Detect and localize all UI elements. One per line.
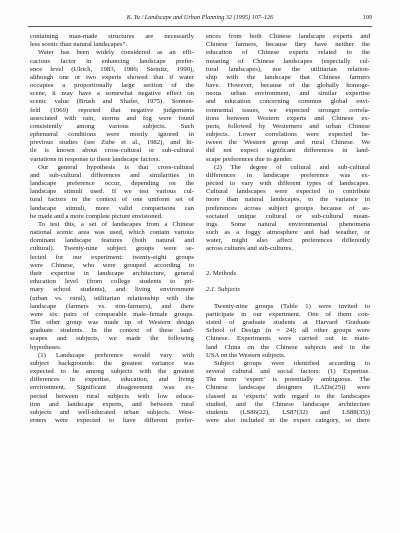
left-column bbox=[30, 33, 194, 425]
text-line: tural factors in the context of one uniform set of bbox=[30, 196, 194, 204]
spacer bbox=[206, 254, 370, 262]
text-line: ence level (Ulrich, 1983, 1986; Steinitz, 1990), bbox=[30, 65, 194, 73]
text-line: be made and a more complete picture envisioned. bbox=[30, 212, 163, 220]
running-head: K. Yu / Landscape and Urban Planning 32 (1995) 107–126 bbox=[126, 14, 274, 21]
spacer bbox=[206, 278, 370, 286]
running-header bbox=[28, 14, 372, 27]
text-line: tural landscapes), nor the utilitarian relation- bbox=[206, 65, 370, 73]
text-line: (urban vs. rural), utilitarian relationship with the bbox=[30, 294, 194, 302]
text-line: landscape (farmers vs. non-farmers), and there bbox=[30, 302, 194, 310]
text-line: ences from both Chinese landscape experts and bbox=[206, 33, 370, 40]
text-line: The other group was made up of Western design bbox=[30, 319, 194, 327]
text-line: tle is known about cross-cultural or sub-cultural bbox=[30, 147, 194, 155]
text-line: were Chinese, who were grouped according to bbox=[30, 261, 194, 269]
text-line: scenic value (Brush and Shafer, 1975). Sonnen- bbox=[30, 98, 194, 106]
text-line: landscape preference occur, depending on the bbox=[30, 180, 194, 188]
text-line: graduate students. In the context of these land- bbox=[30, 327, 194, 335]
text-line: students (LS86(22), LS87(32) and LS88(35)) bbox=[206, 408, 370, 416]
subsection-heading: 2.1. Subjects bbox=[206, 286, 240, 294]
text-line: consistently among various subjects. Such bbox=[30, 122, 194, 130]
text-line: education level (from college students to pri- bbox=[30, 278, 194, 286]
text-line: Cultural landscapes were expected to contribute bbox=[206, 188, 370, 196]
text-line: containing man-made structures are necessarily bbox=[30, 33, 194, 40]
text-line: land China on the Chinese subjects and in the bbox=[206, 343, 370, 351]
text-line: variations in response to these landscape factors. bbox=[30, 155, 161, 163]
text-line: erners were expected to have different prefer- bbox=[30, 417, 194, 425]
text-line: across cultures and sub-cultures. bbox=[206, 245, 293, 253]
text-line: neous urban environment, and similar expertise bbox=[206, 90, 370, 98]
text-line: previous studies (see Zube et al., 1982), and lit- bbox=[30, 139, 194, 147]
text-line: differences in landscape preference was ex- bbox=[206, 171, 370, 179]
text-line: ings. Some natural environmental phenomena bbox=[206, 220, 370, 228]
text-line: did not expect significant differences in land- bbox=[206, 147, 370, 155]
text-line: have. However, because of the globally homoge- bbox=[206, 82, 370, 90]
text-line: their expertise in landscape architecture, general bbox=[30, 269, 194, 277]
text-line: ship with the landscape that Chinese farmers bbox=[206, 73, 370, 81]
text-line: tion and landscape experts, and between rural bbox=[30, 400, 194, 408]
text-line: perts, followed by Westerners and urban Chinese bbox=[206, 122, 370, 130]
text-line: sisted of graduate students at Harvard Graduate bbox=[206, 319, 370, 327]
text-line: meaning of Chinese landscapes (especially cul- bbox=[206, 57, 370, 65]
text-line: ronmental issues, we expected stronger correla- bbox=[206, 106, 370, 114]
text-line: subjects and well-educated urban subjects. West- bbox=[30, 408, 194, 416]
text-line: tween the Western group and rural Chinese. We bbox=[206, 139, 370, 147]
text-line: sociated unique cultural or sub-cultural mean- bbox=[206, 212, 370, 220]
text-line: landscape stimuli used. If we test various cul- bbox=[30, 188, 194, 196]
text-line: (1) Landscape preference would vary with bbox=[38, 351, 194, 359]
text-line: environment. Significant disagreement was ex- bbox=[30, 384, 194, 392]
text-line: pected to vary with different types of landscapes. bbox=[206, 180, 370, 188]
text-line: tions between Western experts and Chinese ex- bbox=[206, 114, 370, 122]
text-line: more than natural landscapes, to the variance in bbox=[206, 196, 370, 204]
text-line: scene, it may have a somewhat negative effect on bbox=[30, 90, 194, 98]
text-line: Chinese landscape designers (LADs(25)) were bbox=[206, 384, 370, 392]
text-line: The term ‘expert’ is potentially ambiguous. The bbox=[206, 376, 370, 384]
text-line: subjects. Lower correlations were expected be- bbox=[206, 131, 370, 139]
text-line: were six pairs of comparable male–female groups. bbox=[30, 310, 194, 318]
text-line: pected between rural subjects with low educa- bbox=[30, 392, 194, 400]
text-line: occupies a proportionally large section of the bbox=[30, 82, 194, 90]
text-line: Subject groups were identified according to bbox=[214, 359, 370, 367]
text-line: cultural). Twenty-nine subject groups were se- bbox=[30, 245, 194, 253]
text-line: less scenic than natural landscapes”. bbox=[30, 41, 128, 49]
text-line: cacious factor in enhancing landscape prefer- bbox=[30, 57, 194, 65]
text-line: Chinese farmers, because they have neither the bbox=[206, 41, 370, 49]
text-line: classed as ‘experts’ with regard to the landscapes bbox=[206, 392, 370, 400]
text-line: feld (1969) reported that negative judgements bbox=[30, 106, 194, 114]
text-line: (2) The degree of cultural and sub-cultural bbox=[214, 163, 370, 171]
text-line: subject backgrounds: the greatest variance was bbox=[30, 359, 194, 367]
page-number: 109 bbox=[362, 14, 372, 21]
text-line: dominant landscape features (both natural and bbox=[30, 237, 194, 245]
text-line: associated with rain, storms and fog were found bbox=[30, 114, 194, 122]
text-line: mary school students), and living environment bbox=[30, 286, 194, 294]
text-line: such as a foggy atmosphere and bad weather, or bbox=[206, 229, 370, 237]
text-line: and education concerning common global envi- bbox=[206, 98, 370, 106]
text-line: ephemeral conditions were mostly ignored in bbox=[30, 131, 194, 139]
text-line: landscape stimuli, more valid comparisons can bbox=[30, 204, 194, 212]
text-line: School of Design (n = 24); all other groups were bbox=[206, 327, 370, 335]
text-line: differences in expertise, education, and living bbox=[30, 376, 194, 384]
text-line: studied, and the Chinese landscape architecture bbox=[206, 400, 370, 408]
text-line: education of Chinese experts related to the bbox=[206, 49, 370, 57]
text-line: were also included in the expert category, so there bbox=[206, 417, 370, 425]
text-line: Chinese. Experiments were carried out in main- bbox=[206, 335, 370, 343]
spacer bbox=[206, 262, 370, 270]
text-line: hypotheses. bbox=[30, 343, 62, 351]
right-column bbox=[206, 33, 370, 425]
text-line: expected to be among subjects with the greatest bbox=[30, 368, 194, 376]
text-line: USA on the Western subjects. bbox=[206, 351, 286, 359]
spacer bbox=[206, 295, 370, 303]
text-line: scape preferences due to gender. bbox=[206, 155, 293, 163]
text-line: several cultural and social factors: (1) Expertise. bbox=[206, 368, 370, 376]
section-heading: 2. Methods bbox=[206, 269, 237, 277]
text-line: Our general hypothesis is that cross-cultural bbox=[38, 163, 194, 171]
text-line: Water has been widely considered as an effi- bbox=[38, 49, 194, 57]
text-line: To test this, a set of landscapes from a Chinese bbox=[38, 220, 194, 228]
text-line: national scenic area was used, which contain various bbox=[30, 229, 194, 237]
text-line: participate in our experiment. One of them con- bbox=[206, 310, 370, 318]
text-line: lected for our experiment: twenty-eight groups bbox=[30, 253, 194, 261]
text-line: scapes and subjects, we made the following bbox=[30, 335, 194, 343]
text-line: preferences across subject groups because of as- bbox=[206, 204, 370, 212]
text-line: Twenty-nine groups (Table 1) were invited to bbox=[214, 302, 370, 310]
text-line: water, might also affect preferences differently bbox=[206, 237, 370, 245]
text-line: although one or two experts showed that if water bbox=[30, 73, 194, 81]
text-line: and sub-cultural differences and similarities in bbox=[30, 171, 194, 179]
